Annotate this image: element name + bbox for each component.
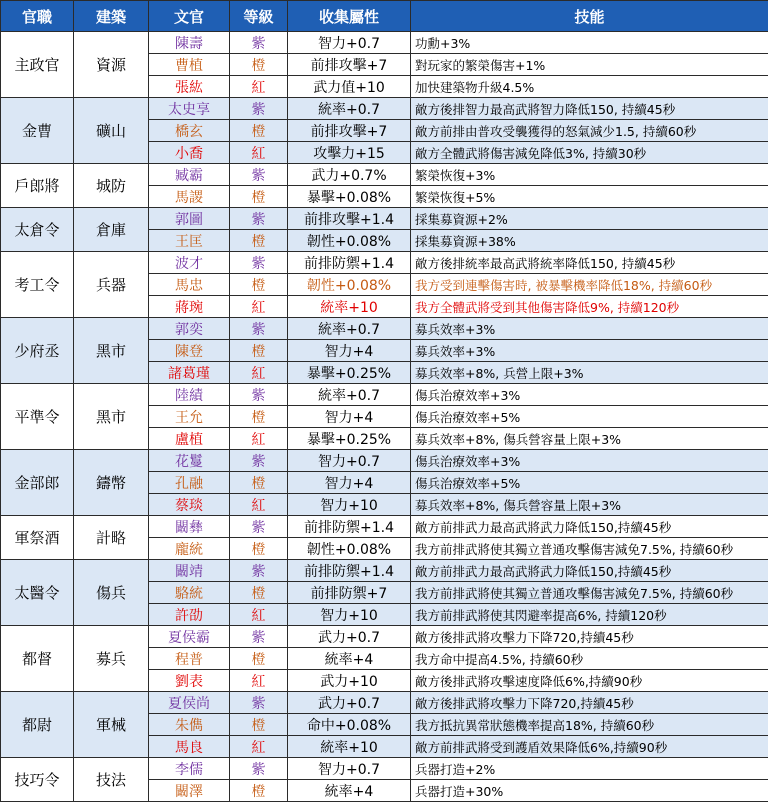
skill-cell: 傷兵治療效率+3% bbox=[411, 450, 768, 472]
attribute-cell: 前排攻擊+1.4 bbox=[288, 208, 411, 230]
official-name-cell: 蔡琰 bbox=[149, 494, 230, 516]
skill-cell: 敵方前排武力最高武將武力降低150,持續45秒 bbox=[411, 516, 768, 538]
grade-cell: 紅 bbox=[230, 76, 288, 98]
grade-cell: 橙 bbox=[230, 406, 288, 428]
building-cell: 技法 bbox=[74, 758, 149, 802]
grade-cell: 紅 bbox=[230, 142, 288, 164]
skill-cell: 功勳+3% bbox=[411, 32, 768, 54]
grade-cell: 紅 bbox=[230, 736, 288, 758]
official-name-cell: 馬良 bbox=[149, 736, 230, 758]
official-name-cell: 小喬 bbox=[149, 142, 230, 164]
skill-cell: 我方前排武將使其閃避率提高6%, 持續120秒 bbox=[411, 604, 768, 626]
table-row bbox=[1, 450, 768, 472]
skill-cell: 募兵效率+8%, 兵營上限+3% bbox=[411, 362, 768, 384]
official-name-cell: 臧霸 bbox=[149, 164, 230, 186]
skill-cell: 繁榮恢復+3% bbox=[411, 164, 768, 186]
official-name-cell: 花鬘 bbox=[149, 450, 230, 472]
official-name-cell: 闞彝 bbox=[149, 516, 230, 538]
grade-cell: 橙 bbox=[230, 54, 288, 76]
attribute-cell: 統率+0.7 bbox=[288, 98, 411, 120]
attribute-cell: 智力+4 bbox=[288, 472, 411, 494]
attribute-cell: 暴擊+0.25% bbox=[288, 428, 411, 450]
official-name-cell: 劉表 bbox=[149, 670, 230, 692]
skill-cell: 採集募資源+38% bbox=[411, 230, 768, 252]
grade-cell: 紫 bbox=[230, 252, 288, 274]
attribute-cell: 命中+0.08% bbox=[288, 714, 411, 736]
office-cell: 技巧令 bbox=[1, 758, 74, 802]
grade-cell: 橙 bbox=[230, 274, 288, 296]
skill-cell: 我方前排武將使其獨立普通攻擊傷害減免7.5%, 持續60秒 bbox=[411, 538, 768, 560]
official-name-cell: 太史享 bbox=[149, 98, 230, 120]
office-cell: 主政官 bbox=[1, 32, 74, 98]
grade-cell: 橙 bbox=[230, 186, 288, 208]
building-cell: 計略 bbox=[74, 516, 149, 560]
office-cell: 平準令 bbox=[1, 384, 74, 450]
table-row bbox=[1, 318, 768, 340]
attribute-cell: 武力+0.7% bbox=[288, 164, 411, 186]
official-name-cell: 龐統 bbox=[149, 538, 230, 560]
attribute-cell: 前排攻擊+7 bbox=[288, 54, 411, 76]
skill-cell: 我方抵抗異常狀態機率提高18%, 持續60秒 bbox=[411, 714, 768, 736]
attribute-cell: 統率+10 bbox=[288, 736, 411, 758]
official-name-cell: 程普 bbox=[149, 648, 230, 670]
building-cell: 黑市 bbox=[74, 318, 149, 384]
official-name-cell: 盧植 bbox=[149, 428, 230, 450]
header-grade: 等級 bbox=[230, 1, 288, 32]
building-cell: 城防 bbox=[74, 164, 149, 208]
building-cell: 礦山 bbox=[74, 98, 149, 164]
skill-cell: 敵方前排由普攻受襲獲得的怒氣減少1.5, 持續60秒 bbox=[411, 120, 768, 142]
grade-cell: 橙 bbox=[230, 340, 288, 362]
attribute-cell: 前排防禦+7 bbox=[288, 582, 411, 604]
grade-cell: 紅 bbox=[230, 296, 288, 318]
attribute-cell: 統率+0.7 bbox=[288, 384, 411, 406]
skill-cell: 敵方全體武將傷害減免降低3%, 持續30秒 bbox=[411, 142, 768, 164]
official-name-cell: 諸葛瑾 bbox=[149, 362, 230, 384]
skill-cell: 敵方後排武將攻擊力下降720,持續45秒 bbox=[411, 692, 768, 714]
attribute-cell: 智力+4 bbox=[288, 340, 411, 362]
table-row bbox=[1, 252, 768, 274]
attribute-cell: 統率+4 bbox=[288, 648, 411, 670]
attribute-cell: 智力+0.7 bbox=[288, 450, 411, 472]
grade-cell: 橙 bbox=[230, 582, 288, 604]
skill-cell: 募兵效率+8%, 傷兵營容量上限+3% bbox=[411, 494, 768, 516]
grade-cell: 紫 bbox=[230, 692, 288, 714]
grade-cell: 紫 bbox=[230, 758, 288, 780]
official-name-cell: 朱儁 bbox=[149, 714, 230, 736]
attribute-cell: 統率+0.7 bbox=[288, 318, 411, 340]
skill-cell: 募兵效率+8%, 傷兵營容量上限+3% bbox=[411, 428, 768, 450]
header-skill: 技能 bbox=[411, 1, 768, 32]
office-cell: 都督 bbox=[1, 626, 74, 692]
skill-cell: 兵器打造+2% bbox=[411, 758, 768, 780]
skill-cell: 我方前排武將使其獨立普通攻擊傷害減免7.5%, 持續60秒 bbox=[411, 582, 768, 604]
skill-cell: 我方命中提高4.5%, 持續60秒 bbox=[411, 648, 768, 670]
attribute-cell: 前排防禦+1.4 bbox=[288, 560, 411, 582]
table-row bbox=[1, 32, 768, 54]
building-cell: 兵器 bbox=[74, 252, 149, 318]
grade-cell: 紫 bbox=[230, 626, 288, 648]
attribute-cell: 攻擊力+15 bbox=[288, 142, 411, 164]
attribute-cell: 武力+0.7 bbox=[288, 626, 411, 648]
attribute-cell: 武力值+10 bbox=[288, 76, 411, 98]
header-official: 文官 bbox=[149, 1, 230, 32]
official-name-cell: 陸績 bbox=[149, 384, 230, 406]
attribute-cell: 暴擊+0.08% bbox=[288, 186, 411, 208]
attribute-cell: 暴擊+0.25% bbox=[288, 362, 411, 384]
grade-cell: 紅 bbox=[230, 428, 288, 450]
official-name-cell: 王允 bbox=[149, 406, 230, 428]
attribute-cell: 武力+10 bbox=[288, 670, 411, 692]
table-row bbox=[1, 758, 768, 780]
attribute-cell: 韌性+0.08% bbox=[288, 538, 411, 560]
official-name-cell: 波才 bbox=[149, 252, 230, 274]
building-cell: 黑市 bbox=[74, 384, 149, 450]
attribute-cell: 武力+0.7 bbox=[288, 692, 411, 714]
skill-cell: 傷兵治療效率+5% bbox=[411, 406, 768, 428]
grade-cell: 橙 bbox=[230, 120, 288, 142]
official-name-cell: 闞澤 bbox=[149, 780, 230, 802]
table-row bbox=[1, 516, 768, 538]
office-cell: 都尉 bbox=[1, 692, 74, 758]
grade-cell: 紅 bbox=[230, 670, 288, 692]
grade-cell: 橙 bbox=[230, 538, 288, 560]
skill-cell: 兵器打造+30% bbox=[411, 780, 768, 802]
skill-cell: 募兵效率+3% bbox=[411, 340, 768, 362]
attribute-cell: 前排防禦+1.4 bbox=[288, 516, 411, 538]
official-name-cell: 李儒 bbox=[149, 758, 230, 780]
grade-cell: 紫 bbox=[230, 560, 288, 582]
official-name-cell: 夏侯霸 bbox=[149, 626, 230, 648]
table-row bbox=[1, 560, 768, 582]
table-row bbox=[1, 692, 768, 714]
official-name-cell: 王匡 bbox=[149, 230, 230, 252]
grade-cell: 橙 bbox=[230, 472, 288, 494]
skill-cell: 加快建築物升級4.5% bbox=[411, 76, 768, 98]
attribute-cell: 統率+4 bbox=[288, 780, 411, 802]
skill-cell: 對玩家的繁榮傷害+1% bbox=[411, 54, 768, 76]
grade-cell: 紅 bbox=[230, 362, 288, 384]
attribute-cell: 韌性+0.08% bbox=[288, 230, 411, 252]
attribute-cell: 前排防禦+1.4 bbox=[288, 252, 411, 274]
header-row bbox=[1, 1, 768, 32]
office-cell: 少府丞 bbox=[1, 318, 74, 384]
official-name-cell: 蔣琬 bbox=[149, 296, 230, 318]
table-row bbox=[1, 626, 768, 648]
grade-cell: 紫 bbox=[230, 164, 288, 186]
office-cell: 金部郎 bbox=[1, 450, 74, 516]
grade-cell: 紫 bbox=[230, 384, 288, 406]
office-cell: 戶郎將 bbox=[1, 164, 74, 208]
official-name-cell: 橋玄 bbox=[149, 120, 230, 142]
official-name-cell: 郭奕 bbox=[149, 318, 230, 340]
grade-cell: 紅 bbox=[230, 604, 288, 626]
building-cell: 鑄幣 bbox=[74, 450, 149, 516]
table-body bbox=[1, 32, 768, 802]
building-cell: 軍械 bbox=[74, 692, 149, 758]
grade-cell: 橙 bbox=[230, 780, 288, 802]
header-attribute: 收集屬性 bbox=[288, 1, 411, 32]
grade-cell: 橙 bbox=[230, 714, 288, 736]
grade-cell: 橙 bbox=[230, 230, 288, 252]
skill-cell: 敵方前排武力最高武將武力降低150,持續45秒 bbox=[411, 560, 768, 582]
grade-cell: 紫 bbox=[230, 450, 288, 472]
skill-cell: 敵方後排武將攻擊速度降低6%,持續90秒 bbox=[411, 670, 768, 692]
office-cell: 軍祭酒 bbox=[1, 516, 74, 560]
official-name-cell: 曹植 bbox=[149, 54, 230, 76]
official-name-cell: 張紘 bbox=[149, 76, 230, 98]
building-cell: 倉庫 bbox=[74, 208, 149, 252]
attribute-cell: 前排攻擊+7 bbox=[288, 120, 411, 142]
official-name-cell: 陳壽 bbox=[149, 32, 230, 54]
attribute-cell: 智力+10 bbox=[288, 604, 411, 626]
skill-cell: 繁榮恢復+5% bbox=[411, 186, 768, 208]
skill-cell: 傷兵治療效率+3% bbox=[411, 384, 768, 406]
building-cell: 傷兵 bbox=[74, 560, 149, 626]
official-name-cell: 許劭 bbox=[149, 604, 230, 626]
building-cell: 資源 bbox=[74, 32, 149, 98]
grade-cell: 紅 bbox=[230, 494, 288, 516]
official-name-cell: 駱統 bbox=[149, 582, 230, 604]
official-name-cell: 孔融 bbox=[149, 472, 230, 494]
office-cell: 太倉令 bbox=[1, 208, 74, 252]
official-name-cell: 陳登 bbox=[149, 340, 230, 362]
skill-cell: 傷兵治療效率+5% bbox=[411, 472, 768, 494]
skill-cell: 採集募資源+2% bbox=[411, 208, 768, 230]
office-cell: 金曹 bbox=[1, 98, 74, 164]
attribute-cell: 智力+10 bbox=[288, 494, 411, 516]
attribute-cell: 統率+10 bbox=[288, 296, 411, 318]
skill-cell: 募兵效率+3% bbox=[411, 318, 768, 340]
attribute-cell: 韌性+0.08% bbox=[288, 274, 411, 296]
skill-cell: 我方全體武將受到其他傷害降低9%, 持續120秒 bbox=[411, 296, 768, 318]
attribute-cell: 智力+0.7 bbox=[288, 758, 411, 780]
official-name-cell: 夏侯尚 bbox=[149, 692, 230, 714]
official-name-cell: 郭圖 bbox=[149, 208, 230, 230]
table-row bbox=[1, 164, 768, 186]
grade-cell: 紫 bbox=[230, 516, 288, 538]
skill-cell: 我方受到連擊傷害時, 被暴擊機率降低18%, 持續60秒 bbox=[411, 274, 768, 296]
grade-cell: 紫 bbox=[230, 318, 288, 340]
skill-cell: 敵方後排武將攻擊力下降720,持續45秒 bbox=[411, 626, 768, 648]
building-cell: 募兵 bbox=[74, 626, 149, 692]
skill-cell: 敵方前排武將受到護盾效果降低6%,持續90秒 bbox=[411, 736, 768, 758]
office-cell: 考工令 bbox=[1, 252, 74, 318]
grade-cell: 橙 bbox=[230, 648, 288, 670]
table-row bbox=[1, 98, 768, 120]
office-cell: 太醫令 bbox=[1, 560, 74, 626]
header-building: 建築 bbox=[74, 1, 149, 32]
table-row bbox=[1, 208, 768, 230]
official-name-cell: 馬謖 bbox=[149, 186, 230, 208]
grade-cell: 紫 bbox=[230, 32, 288, 54]
attribute-cell: 智力+4 bbox=[288, 406, 411, 428]
header-office: 官職 bbox=[1, 1, 74, 32]
grade-cell: 紫 bbox=[230, 208, 288, 230]
official-name-cell: 馬忠 bbox=[149, 274, 230, 296]
grade-cell: 紫 bbox=[230, 98, 288, 120]
official-name-cell: 闞靖 bbox=[149, 560, 230, 582]
table-row bbox=[1, 384, 768, 406]
skill-cell: 敵方後排智力最高武將智力降低150, 持續45秒 bbox=[411, 98, 768, 120]
skill-cell: 敵方後排統率最高武將統率降低150, 持續45秒 bbox=[411, 252, 768, 274]
attribute-cell: 智力+0.7 bbox=[288, 32, 411, 54]
